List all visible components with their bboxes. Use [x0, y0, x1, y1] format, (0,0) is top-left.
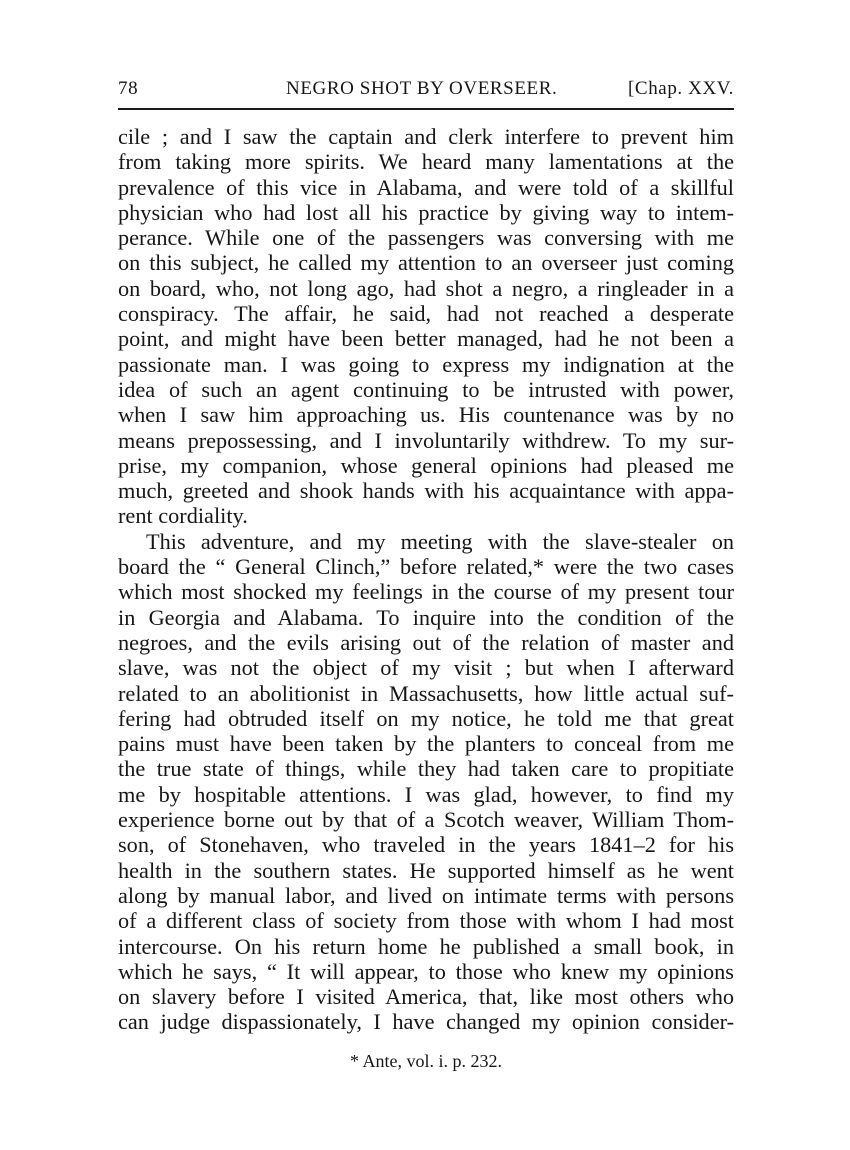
text-line: fering had obtruded itself on my notice, he told me that great: [118, 705, 734, 731]
text-line: board the “ General Clinch,” before related,* were the two cases: [118, 554, 734, 580]
text-line: me by hospitable attentions. I was glad, however, to find my: [118, 781, 734, 807]
text-line: health in the southern states. He supported himself as he went: [118, 857, 734, 883]
page-number: 78: [118, 78, 139, 99]
text-line: which most shocked my feelings in the course of my present tour: [118, 579, 734, 605]
running-title: NEGRO SHOT BY OVERSEER.: [286, 78, 558, 99]
text-line: This adventure, and my meeting with the slave-stealer on: [146, 528, 734, 554]
text-line: slave, was not the object of my visit ; but when I afterward: [118, 655, 734, 681]
text-line: prise, my companion, whose general opinions had pleased me: [118, 452, 734, 478]
text-line: perance. While one of the passengers was conversing with me: [118, 225, 734, 251]
running-header: [118, 74, 734, 104]
text-line: pains must have been taken by the planters to conceal from me: [118, 731, 734, 757]
header-rule: [118, 108, 734, 110]
text-line: rent cordiality.: [118, 503, 248, 529]
chapter-label: [Chap. XXV.: [628, 78, 734, 99]
text-line: when I saw him approaching us. His countenance was by no: [118, 402, 734, 428]
text-line: negroes, and the evils arising out of the relation of master and: [118, 629, 734, 655]
text-line: in Georgia and Alabama. To inquire into the condition of the: [118, 604, 734, 630]
text-line: prevalence of this vice in Alabama, and were told of a skillful: [118, 174, 734, 200]
text-line: passionate man. I was going to express my indignation at the: [118, 351, 734, 377]
text-line: from taking more spirits. We heard many lamentations at the: [118, 149, 734, 175]
text-line: on board, who, not long ago, had shot a negro, a ringleader in a: [118, 275, 734, 301]
text-line: on slavery before I visited America, that, like most others who: [118, 984, 734, 1010]
text-line: along by manual labor, and lived on intimate terms with persons: [118, 882, 734, 908]
text-line: physician who had lost all his practice by giving way to intem-: [118, 199, 734, 225]
text-line: idea of such an agent continuing to be intrusted with power,: [118, 376, 734, 402]
body-text: [118, 124, 734, 1035]
footnote: * Ante, vol. i. p. 232.: [350, 1051, 502, 1071]
text-line: the true state of things, while they had taken care to propitiate: [118, 756, 734, 782]
text-line: son, of Stonehaven, who traveled in the years 1841–2 for his: [118, 832, 734, 858]
text-line: experience borne out by that of a Scotch weaver, William Thom-: [118, 807, 734, 833]
text-line: much, greeted and shook hands with his acquaintance with appa-: [118, 478, 734, 504]
text-line: conspiracy. The affair, he said, had not reached a desperate: [118, 301, 734, 327]
text-line: related to an abolitionist in Massachusetts, how little actual suf-: [118, 680, 734, 706]
text-line: cile ; and I saw the captain and clerk interfere to prevent him: [118, 124, 734, 149]
text-line: means prepossessing, and I involuntarily withdrew. To my sur-: [118, 427, 734, 453]
text-line: which he says, “ It will appear, to those who knew my opinions: [118, 958, 734, 984]
text-line: intercourse. On his return home he published a small book, in: [118, 933, 734, 959]
text-line: point, and might have been better managed, had he not been a: [118, 326, 734, 352]
text-line: on this subject, he called my attention to an overseer just coming: [118, 250, 734, 276]
text-line: of a different class of society from those with whom I had most: [118, 908, 734, 934]
text-line: can judge dispassionately, I have changed my opinion consider-: [118, 1009, 734, 1035]
